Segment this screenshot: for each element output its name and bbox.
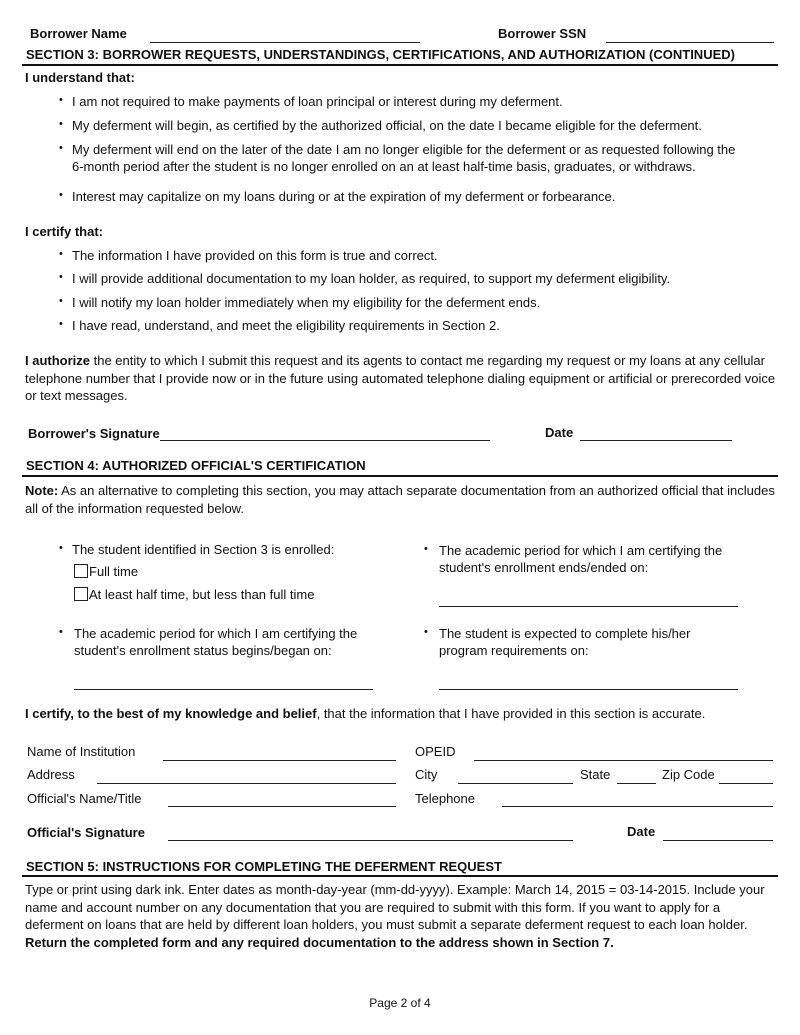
borrower-ssn-field[interactable]	[606, 42, 774, 43]
instructions-bold: Return the completed form and any required documentation to the address shown in Section 7.	[25, 934, 614, 950]
address-label: Address	[27, 767, 75, 782]
full-time-checkbox[interactable]	[74, 564, 88, 578]
full-time-label: Full time	[89, 564, 139, 579]
telephone-label: Telephone	[415, 791, 475, 806]
certify-bold: I certify, to the best of my knowledge and belief	[25, 706, 317, 721]
period-ends-label-cont: student's enrollment ends/ended on:	[439, 560, 649, 575]
zip-label: Zip Code	[662, 767, 715, 782]
note-bold: Note:	[25, 483, 59, 498]
page-number: Page 2 of 4	[369, 996, 431, 1010]
bullet: •	[59, 542, 63, 554]
understand-item: I am not required to make payments of loan principal or interest during my deferment.	[72, 94, 563, 109]
authorize-text: the entity to which I submit this request and its agents to contact me regarding my request or my loans at any cellular telephone number that I provide now or in the future using automated telephone dialing equipment or artificial or prerecorded voice or text messages.	[25, 353, 776, 403]
borrower-date-field[interactable]	[580, 440, 732, 441]
section4-rule	[22, 475, 778, 477]
understand-item-cont: 6-month period after the student is no longer enrolled on an at least half-time basis, graduates, or withdraws.	[72, 159, 696, 174]
zip-field[interactable]	[719, 783, 773, 784]
understand-item: Interest may capitalize on my loans during or at the expiration of my deferment or forbearance.	[72, 189, 616, 204]
state-label: State	[580, 767, 611, 782]
note-text: As an alternative to completing this section, you may attach separate documentation from an authorized official that includes all of the information requested below.	[25, 483, 775, 516]
bullet: •	[424, 626, 428, 638]
period-begins-label-cont: student's enrollment status begins/began on:	[74, 643, 332, 658]
instructions-text: Type or print using dark ink. Enter dates as month-day-year (mm-dd-yyyy). Example: March 14, 2015 = 03-14-2015. Include your name and account number on any documentation that you are required to submit with this form. If you want to apply for a deferment on loans that are held by different loan holders, you must submit a separate deferment request to each loan holder.	[25, 882, 765, 932]
note-paragraph	[25, 482, 777, 517]
bullet: •	[59, 318, 63, 330]
bullet: •	[59, 94, 63, 106]
borrower-name-label: Borrower Name	[30, 26, 127, 41]
certify-text: , that the information that I have provided in this section is accurate.	[316, 706, 706, 721]
certify-item: I will provide additional documentation to my loan holder, as required, to support my deferment eligibility.	[72, 271, 671, 286]
period-ends-label: The academic period for which I am certifying the	[439, 543, 723, 558]
official-signature-field[interactable]	[168, 840, 573, 841]
section3-rule	[22, 64, 778, 66]
bullet: •	[59, 295, 63, 307]
complete-label: The student is expected to complete his/her	[439, 626, 691, 641]
city-label: City	[415, 767, 438, 782]
certify-item: I have read, understand, and meet the eligibility requirements in Section 2.	[72, 318, 500, 333]
official-signature-label: Official's Signature	[27, 825, 145, 840]
section5-rule	[22, 875, 778, 877]
section3-title: SECTION 3: BORROWER REQUESTS, UNDERSTANDINGS, CERTIFICATIONS, AND AUTHORIZATION (CONTINUED)	[26, 47, 735, 62]
bullet: •	[59, 142, 63, 154]
official-name-label: Official's Name/Title	[27, 791, 142, 806]
authorization-paragraph	[25, 352, 777, 405]
borrower-signature-label: Borrower's Signature	[28, 426, 160, 441]
understand-item: My deferment will begin, as certified by the authorized official, on the date I became eligible for the deferment.	[72, 118, 702, 133]
bullet: •	[59, 118, 63, 130]
bullet: •	[59, 271, 63, 283]
borrower-signature-field[interactable]	[160, 440, 490, 441]
enrolled-label: The student identified in Section 3 is enrolled:	[72, 542, 335, 557]
official-certify-statement	[25, 705, 777, 723]
certify-item: The information I have provided on this form is true and correct.	[72, 248, 438, 263]
telephone-field[interactable]	[502, 806, 773, 807]
section4-title: SECTION 4: AUTHORIZED OFFICIAL'S CERTIFICATION	[26, 458, 366, 473]
certify-heading: I certify that:	[25, 224, 104, 239]
section5-title: SECTION 5: INSTRUCTIONS FOR COMPLETING THE DEFERMENT REQUEST	[26, 859, 502, 874]
opeid-label: OPEID	[415, 744, 456, 759]
bullet: •	[424, 543, 428, 555]
borrower-name-field[interactable]	[150, 42, 420, 43]
bullet: •	[59, 189, 63, 201]
half-time-checkbox[interactable]	[74, 587, 88, 601]
period-begins-label: The academic period for which I am certifying the	[74, 626, 358, 641]
borrower-ssn-label: Borrower SSN	[498, 26, 587, 41]
half-time-label: At least half time, but less than full time	[89, 587, 315, 602]
authorize-bold: I authorize	[25, 353, 91, 368]
period-begins-field[interactable]	[74, 689, 373, 690]
understand-item: My deferment will end on the later of the date I am no longer eligible for the deferment or as requested following the	[72, 142, 736, 157]
official-name-field[interactable]	[168, 806, 396, 807]
complete-date-field[interactable]	[439, 689, 738, 690]
official-date-label: Date	[627, 824, 656, 839]
certify-item: I will notify my loan holder immediately when my eligibility for the deferment ends.	[72, 295, 541, 310]
bullet: •	[59, 248, 63, 260]
institution-field[interactable]	[163, 760, 396, 761]
instructions-paragraph	[25, 881, 777, 951]
period-ends-field[interactable]	[439, 606, 738, 607]
official-date-field[interactable]	[663, 840, 773, 841]
complete-label-cont: program requirements on:	[439, 643, 589, 658]
opeid-field[interactable]	[474, 760, 773, 761]
city-field[interactable]	[458, 783, 573, 784]
bullet: •	[59, 626, 63, 638]
borrower-date-label: Date	[545, 425, 574, 440]
understand-heading: I understand that:	[25, 70, 135, 85]
state-field[interactable]	[617, 783, 656, 784]
institution-label: Name of Institution	[27, 744, 136, 759]
address-field[interactable]	[97, 783, 396, 784]
